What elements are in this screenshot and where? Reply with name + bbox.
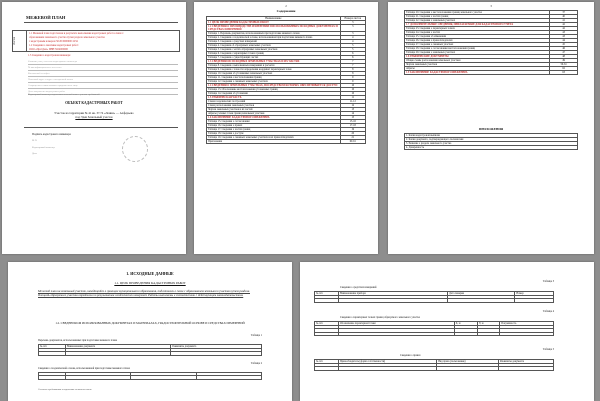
col-header: Вид права (пользование)	[437, 360, 499, 364]
contents-item-name: Таблица 18. Сведения о доступе	[207, 132, 341, 136]
table-4	[314, 321, 554, 336]
contents-item-page: 5	[340, 48, 365, 52]
engineer-info	[28, 60, 178, 97]
page-number: 2	[285, 4, 287, 8]
contents-item-name: 1.4 СВЕДЕНИЯ О ЗЕМЕЛЬНЫХ УЧАСТКАХ, ПОСРЕДСТВОМ КОТОРЫХ ОБЕСПЕЧИВАЕТСЯ ДОСТУП	[207, 84, 341, 88]
table-2-caption: Сведения о геодезической основе, использованной при подготовке межевого плана	[38, 367, 130, 370]
col-header: Наименование документа	[65, 345, 171, 349]
document-page-3	[388, 2, 594, 254]
contents-item-name: Таблица 24. Сведения о частях	[405, 31, 550, 35]
contents-item-name: Таблица 6. Сведения о характерных точках границ	[207, 52, 341, 56]
col-header: Номер	[515, 292, 554, 296]
contents-item-page: 48	[550, 55, 578, 59]
table-5-label: Таблица 5	[542, 348, 554, 351]
table-1-label: Таблица 1	[250, 334, 262, 337]
contents-item-page: 11	[340, 96, 365, 100]
engineer-line: № квалификационного аттестата	[28, 66, 178, 71]
contents-item-page: 41	[550, 19, 578, 23]
contents-item-page: 6	[340, 52, 365, 56]
sign-line: Дата	[32, 152, 37, 156]
stamp-circle	[122, 136, 148, 162]
contents-item-name: Таблица 21. Сведения о частях границ	[405, 15, 550, 19]
contents-item-name: Абрисы узловых точек границ земельных участков	[207, 112, 341, 116]
contents-item-name: Таблица 25. Сведения об изменении	[405, 35, 550, 39]
contents-item-name: 1.9 ЗАКЛЮЧЕНИЕ КАДАСТРОВОГО ИНЖЕНЕРА	[405, 71, 550, 75]
contents-item-page: 15	[340, 116, 365, 120]
col-header: Погрешность	[500, 322, 554, 326]
appendix-table	[404, 133, 578, 150]
object-line-1: Участок на территории № 41 кв. 37.74 «Ленин» — Алферьево	[54, 111, 134, 115]
contents-item-name: Чертеж земельных участков и их частей	[207, 108, 341, 112]
contents-item-page: 43	[550, 35, 578, 39]
contents-item-name: Таблица 5. Сведения о частях образуемых земельных участков	[207, 48, 341, 52]
section-title: 1. ИСХОДНЫЕ ДАННЫЕ	[126, 271, 174, 276]
contents-item-page: 3	[340, 32, 365, 36]
contents-item-page: 21	[340, 136, 365, 140]
contents-item-page: 4	[340, 40, 365, 44]
purpose-line-4: 1.2 Сведения о заказчике кадастровых работ:	[29, 44, 79, 47]
appendix-item: 3. Решение о разделе земельного участка	[405, 142, 578, 146]
contents-item-name: Таблица 22. Сведения о земельных участках	[405, 19, 550, 23]
col-header: № п/п	[39, 345, 66, 349]
contents-item-page: 46	[550, 47, 578, 51]
table-2-label: Таблица 2	[250, 362, 262, 365]
table-3-label: Таблица 3	[542, 280, 554, 283]
page-number: 3	[490, 4, 492, 8]
engineer-line: Фамилия, имя, отчество кадастрового инженера	[28, 60, 178, 65]
contents-item-name: Таблица 9. Сведения о точности определения координат характерных точек	[207, 68, 341, 72]
contents-item-name: Таблица 23. Сведения о характерных точках	[405, 27, 550, 31]
contents-item-name: Таблица 20. Сведения о местоположении границ земельного участка	[405, 11, 550, 15]
footnote: Кадастровый инженер подготовил межевой план с учетом требований	[28, 93, 100, 96]
col-name: Наименование	[207, 17, 341, 21]
contents-item-name: Таблица 1. Перечень документов, использованных при подготовке межевого плана	[207, 32, 341, 36]
contents-item-name: Таблица 27. Сведения о смежных участках	[405, 43, 550, 47]
contents-item-name: 1.2 СВЕДЕНИЯ О ПРОИЗВОДСТВЕ ИЗМЕРЕНИЙ И ИСПОЛЬЗОВАННЫХ ИСХОДНЫХ ДОКУМЕНТАХ И СРЕДСТВАХ ИЗМЕРЕНИЙ	[207, 25, 341, 32]
contents-row	[405, 71, 578, 75]
contents-item-page: 60-61	[340, 140, 365, 144]
sign-box	[32, 139, 122, 156]
body-text: Межевой план на земельный участок, находящийся в границах муниципального образования, подготовлен в связи с образованием земельного участка путем раздела. Площадь образуемого участка определена по результатам геодезических измерений. Работы выполнены в соответствии с действующим законодательством.	[38, 289, 250, 297]
contents-table-continued	[404, 10, 578, 75]
contents-item-name: Таблица 12. Сведения о смежных земельных участках	[207, 80, 341, 84]
contents-item-page: 5	[340, 44, 365, 48]
contents-item-page: 62	[550, 67, 578, 71]
contents-item-name: Таблица 14. Сведения об уточнении	[207, 92, 341, 96]
subsection-title-1: 1.1. ЦЕЛЬ ПРОВЕДЕНИЯ КАДАСТРОВЫХ РАБОТ	[114, 281, 186, 285]
engineer-line: Почтовый адрес и адрес электронной почты	[28, 78, 178, 83]
contents-item-name: Таблица 29. Сведения о земельных участках	[405, 51, 550, 55]
sign-rule	[24, 127, 178, 128]
sign-line: Кадастровый инженер	[32, 145, 55, 149]
contents-item-page: 19	[340, 128, 365, 132]
side-label: Листов	[13, 36, 17, 45]
contents-item-name: Таблица 2. Сведения о геодезической основе, использованной при подготовке межевого плана	[207, 36, 341, 40]
contents-item-page: 3	[340, 25, 365, 32]
contents-item-page: 45	[550, 43, 578, 47]
contents-item-page: 37	[550, 11, 578, 15]
subsection-title-2: 1.2. СВЕДЕНИЯ ОБ ИСПОЛЬЗОВАННЫХ ДОКУМЕНТАХ И МАТЕРИАЛАХ, ГРАДОСТРОИТЕЛЬНОЙ ОСНОВЕ И СРЕДСТВАХ ИЗМЕРЕНИЙ	[55, 321, 245, 325]
contents-item-page: 8	[340, 68, 365, 72]
contents-item-page: 20	[340, 132, 365, 136]
col-header: № п/п	[315, 360, 339, 364]
contents-item-name: Общие схемы расположения земельных участков	[405, 59, 550, 63]
contents-item-name: Таблица 15. Сведения о согласовании	[207, 120, 341, 124]
contents-item-name: 1.1 ЦЕЛЬ ПРОВЕДЕНИЯ КАДАСТРОВЫХ РАБОТ	[207, 21, 341, 25]
appendix-item: 1. Копия кадастровой выписки	[405, 134, 578, 138]
col-header: Наименование прибора	[338, 292, 447, 296]
contents-item-page: 10	[340, 88, 365, 92]
contents-item-name: Абрисы	[405, 67, 550, 71]
contents-item-name: 1.3 СВЕДЕНИЯ ОБ ИСХОДНЫХ ЗЕМЕЛЬНЫХ УЧАСТКАХ И ИХ ЧАСТЯХ	[207, 60, 341, 64]
contents-item-page: 50-61	[550, 63, 578, 67]
contents-item-name: Таблица 17. Сведения о частях границ	[207, 128, 341, 132]
contents-item-page: 11-12	[340, 100, 365, 104]
col-header: Дата поверки	[448, 292, 515, 296]
contents-item-page: 10	[340, 84, 365, 88]
contents-item-page: 42	[550, 27, 578, 31]
contents-item-page: 9	[340, 80, 365, 84]
contents-item-name: 1.8 ГРАФИЧЕСКИЕ ДОКУМЕНТЫ	[405, 55, 550, 59]
contents-item-page: 9	[340, 76, 365, 80]
table-5	[314, 359, 554, 371]
contents-item-name: Таблица 28. Сведения о согласовании местоположения границ	[405, 47, 550, 51]
purpose-line-1: 1.1 Межевой план подготовлен в результате выполнения кадастровых работ в связи с:	[29, 32, 124, 35]
contents-item-name: Таблица 7. Сведения о существующих частях	[207, 56, 341, 60]
table-3	[314, 291, 554, 303]
contents-item-page: 8	[340, 72, 365, 76]
col-header: Y, м	[477, 322, 499, 326]
engineer-line: Дата завершения кадастровых работ	[28, 90, 178, 95]
contents-item-name: Таблица 3. Сведения о средствах измерений	[207, 40, 341, 44]
contents-item-page: 10	[340, 92, 365, 96]
contents-item-name: Таблица 11. Сведения о местоположении границ	[207, 76, 341, 80]
object-title: ОБЪЕКТ КАДАСТРОВЫХ РАБОТ	[65, 101, 123, 105]
contents-item-page: 14	[340, 112, 365, 116]
header-grid	[12, 30, 180, 52]
contents-item-page: 6	[340, 56, 365, 60]
col-header: № п/п	[315, 292, 339, 296]
contents-item-page: 13	[340, 108, 365, 112]
contents-item-page: 49	[550, 59, 578, 63]
col-header: Обозначение характерной точки	[338, 322, 454, 326]
engineer-line: Контактный телефон	[28, 72, 178, 77]
contents-item-name: Таблица 10. Сведения об уточняемых земельных участках	[207, 72, 341, 76]
sign-line: М.П.	[32, 139, 38, 142]
contents-item-page: 15-16	[340, 120, 365, 124]
sign-label: Подпись кадастрового инженера	[32, 133, 71, 136]
contents-item-name: Приложения	[207, 140, 341, 144]
contents-item-name: 1.5 ГРАФИЧЕСКАЯ ЧАСТЬ	[207, 96, 341, 100]
page-header: МЕЖЕВОЙ ПЛАН	[26, 15, 66, 20]
contents-item-name: 1.7 ДОПОЛНИТЕЛЬНЫЕ СВЕДЕНИЯ, ПРИЛАГАЕМЫЕ ДЛЯ КАДАСТРОВОГО УЧЕТА	[405, 23, 550, 27]
contents-item-name: Таблица 4. Сведения об образуемых земельных участках	[207, 44, 341, 48]
contents-row	[207, 140, 366, 144]
contents-item-page: 44	[550, 39, 578, 43]
contents-item-page: 42	[550, 23, 578, 27]
contents-item-page: 3	[340, 21, 365, 25]
col-header: X, м	[454, 322, 477, 326]
footer-note: Согласно требованиям к подготовке межевого плана	[38, 388, 92, 391]
col-header: Реквизиты документа	[499, 360, 554, 364]
purpose-line-5: ООО «ПрогДом» ИНН 5024000000	[29, 48, 68, 51]
col-page: Номера листов	[340, 17, 365, 21]
col-header: № п/п	[315, 322, 339, 326]
purpose-line-2: образованием земельного участка путем раздела земельного участка	[29, 36, 105, 39]
contents-item-name: 1.6 ЗАКЛЮЧЕНИЕ КАДАСТРОВОГО ИНЖЕНЕРА	[207, 116, 341, 120]
table-4-caption: Сведения о характерных точках границ образуемого земельного участка	[340, 316, 420, 319]
contents-item-name: Таблица 13. Обоснование местоположения уточненных границ	[207, 88, 341, 92]
contents-table	[206, 16, 366, 144]
contents-item-page: 17-18	[340, 124, 365, 128]
contents-item-name: Схема геодезических построений	[207, 100, 341, 104]
contents-item-page: 7	[340, 64, 365, 68]
table-1-caption: Перечень документов, использованных при подготовке межевого плана	[38, 339, 118, 342]
contents-heading: Содержание	[276, 9, 296, 13]
table-3-caption: Сведения о средствах измерений	[340, 286, 377, 289]
engineer-line: Сокращенное наименование юридического лица	[28, 84, 178, 89]
document-page-4	[8, 262, 292, 401]
contents-item-name: Таблица 8. Сведения о выполненных измерениях и расчетах	[207, 64, 341, 68]
col-header: Реквизиты документа	[171, 345, 262, 349]
document-page-1	[2, 2, 186, 254]
top-rule	[24, 22, 178, 23]
contents-item-name: Таблица 26. Сведения о правообладателях	[405, 39, 550, 43]
contents-item-page: 63	[550, 71, 578, 75]
contents-item-page: 7	[340, 60, 365, 64]
contents-item-page: 40	[550, 15, 578, 19]
contents-item-page: 43	[550, 31, 578, 35]
document-page-2	[194, 2, 378, 254]
col-header: Правообладатель (форма собственности)	[338, 360, 436, 364]
table-1	[38, 344, 262, 356]
object-line-2: под Эдеи Земельный участок	[75, 115, 113, 119]
appendix-heading: ПРИЛОЖЕНИЯ	[478, 127, 504, 131]
document-page-5	[300, 262, 594, 401]
appendix-item: 4. Доверенность	[405, 146, 578, 150]
table-2	[38, 372, 262, 380]
contents-item-page: 12	[340, 104, 365, 108]
engineer-heading: 1.3 Сведения о кадастровом инженере:	[28, 54, 71, 57]
contents-item-page: 4	[340, 36, 365, 40]
appendix-item: 2. Копия документа, подтверждающего полномочия	[405, 138, 578, 142]
table-4-label: Таблица 4	[542, 310, 554, 313]
table-5-caption: Сведения о правах	[400, 354, 421, 357]
contents-item-name: Таблица 19. Сведения о смежных земельных участках и их правообладателях	[207, 136, 341, 140]
contents-item-name: Таблица 16. Сведения о правах	[207, 124, 341, 128]
contents-item-name: Схема расположения земельных участков	[207, 104, 341, 108]
contents-item-page: 47	[550, 51, 578, 55]
contents-item-name: Чертеж земельных участков	[405, 63, 550, 67]
contents-row	[207, 25, 366, 32]
purpose-line-3: с кадастровым номером 50:20:0000000:1234	[29, 40, 78, 43]
